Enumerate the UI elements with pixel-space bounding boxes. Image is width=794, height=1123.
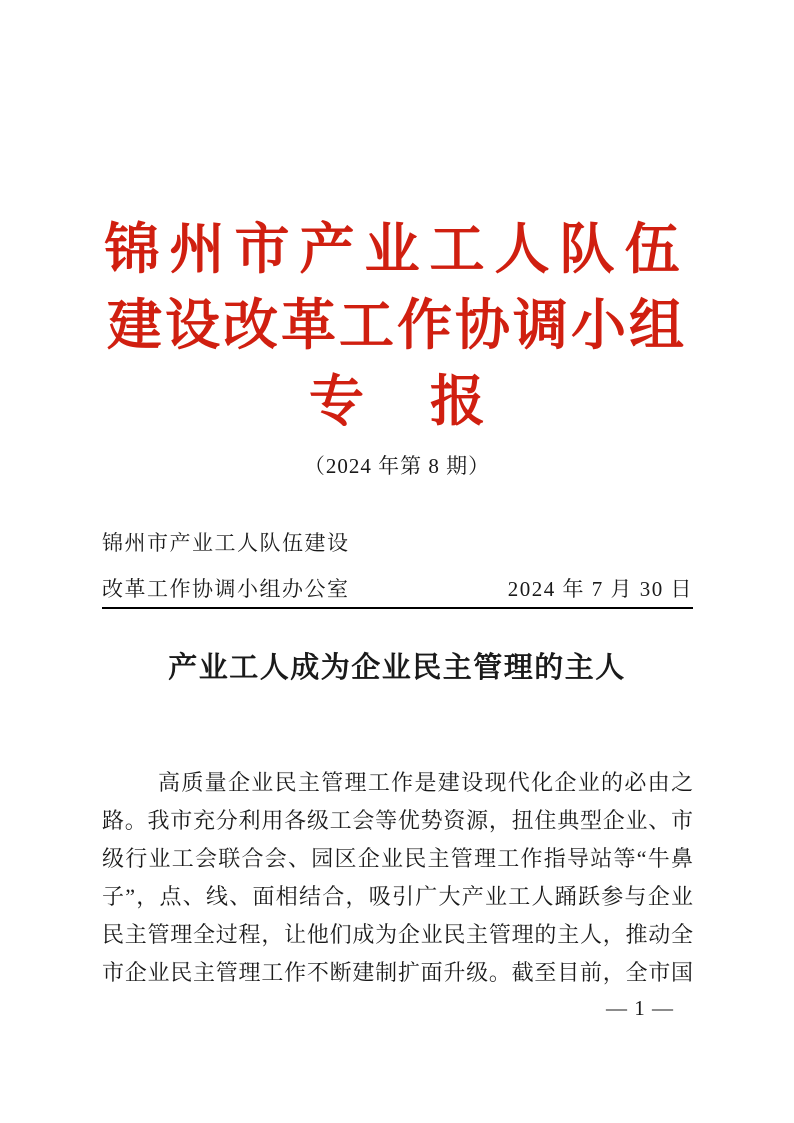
masthead-line-1: 锦州市产业工人队伍 [104,219,690,280]
page-number: — 1 — [606,996,674,1020]
issue-number: （2024 年第 8 期） [303,454,491,478]
body-line: 市企业民主管理工作不断建制扩面升级。截至目前，全市国 [102,960,693,985]
body-line: 级行业工会联合会、园区企业民主管理工作指导站等“牛鼻 [102,846,693,871]
article-title: 产业工人成为企业民主管理的主人 [168,652,626,684]
document-date: 2024 年 7 月 30 日 [507,577,693,601]
sender-block [102,530,693,609]
body-line: 民主管理全过程，让他们成为企业民主管理的主人，推动全 [102,922,693,947]
sender-org-line-1: 锦州市产业工人队伍建设 [102,531,350,555]
masthead-line-3 [0,364,794,440]
masthead-char-zhuan: 专 [308,371,364,432]
masthead [0,212,794,440]
masthead-line-2: 建设改革工作协调小组 [106,295,687,356]
sender-org-line-2: 改革工作协调小组办公室 [102,577,350,601]
sender-date-row [102,576,693,609]
article-body [102,764,693,992]
body-line: 子”，点、线、面相结合，吸引广大产业工人踊跃参与企业 [102,884,693,909]
body-line: 路。我市充分利用各级工会等优势资源，扭住典型企业、市 [102,808,693,833]
masthead-char-bao: 报 [430,371,486,432]
body-line: 高质量企业民主管理工作是建设现代化企业的必由之 [158,770,693,795]
